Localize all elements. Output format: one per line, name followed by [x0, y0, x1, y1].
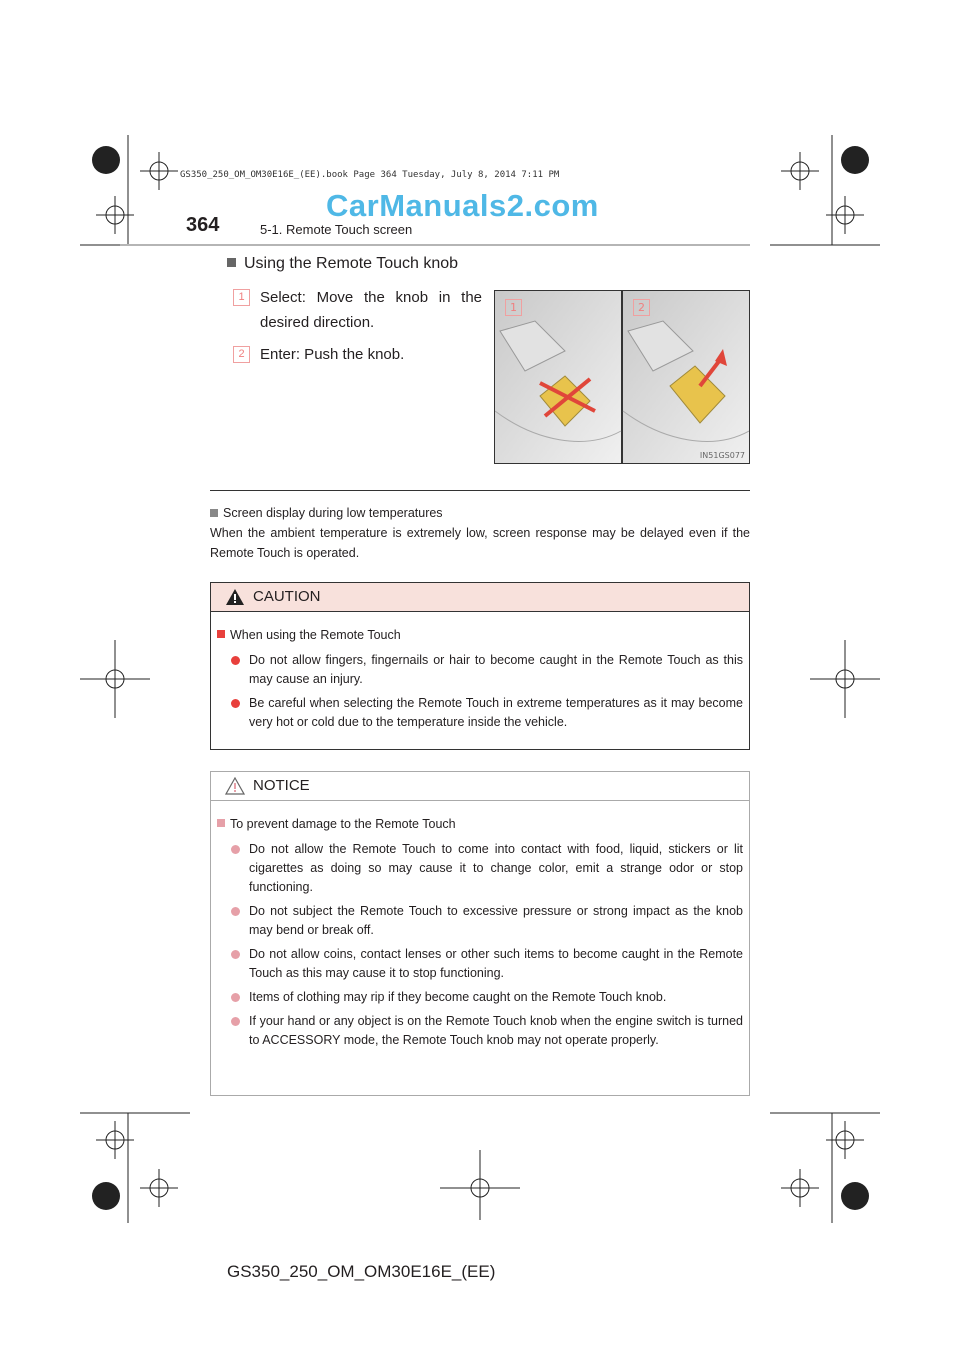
bullet-dot-icon — [231, 845, 240, 854]
note-block — [210, 503, 750, 563]
book-info-line: GS350_250_OM_OM30E16E_(EE).book Page 364 Tuesday, July 8, 2014 7:11 PM — [180, 170, 560, 180]
watermark-text: CarManuals2.com — [326, 188, 599, 223]
footer-doc-code: GS350_250_OM_OM30E16E_(EE) — [227, 1262, 496, 1281]
figure-label-2: 2 — [633, 299, 650, 316]
header-rule — [120, 244, 750, 246]
subheading-square-icon — [217, 819, 225, 827]
step-number-badge: 2 — [233, 346, 250, 363]
warning-triangle-icon — [225, 588, 245, 606]
caution-box — [210, 582, 750, 750]
notice-box — [210, 771, 750, 1096]
heading-square-icon — [227, 258, 236, 267]
note-text: When the ambient temperature is extremely low, screen response may be delayed even if the Remote Touch is operated. — [210, 526, 750, 560]
bullet-dot-icon — [231, 699, 240, 708]
notice-bullet — [217, 945, 743, 983]
bullet-dot-icon — [231, 950, 240, 959]
caution-title: CAUTION — [253, 588, 321, 605]
knob-illustration — [495, 291, 749, 463]
caution-bullet — [217, 651, 743, 689]
step-text: Select: Move the knob in the desired direction. — [260, 289, 482, 331]
notice-subheading — [217, 813, 743, 835]
notice-bullet — [217, 988, 743, 1007]
bullet-dot-icon — [231, 993, 240, 1002]
bullet-text: Items of clothing may rip if they become caught on the Remote Touch knob. — [249, 990, 667, 1004]
bullet-dot-icon — [231, 656, 240, 665]
section-heading — [227, 255, 458, 273]
bullet-text: Do not allow fingers, fingernails or hair to become caught in the Remote Touch as this may cause an injury. — [249, 653, 743, 686]
notice-bullet — [217, 840, 743, 897]
figure-label-1: 1 — [505, 299, 522, 316]
warning-triangle-outline-icon — [225, 777, 245, 795]
caution-subheading-text: When using the Remote Touch — [230, 628, 401, 642]
bullet-dot-icon — [231, 1017, 240, 1026]
note-title-text: Screen display during low temperatures — [223, 506, 443, 520]
step-item — [233, 342, 482, 367]
bullet-text: Be careful when selecting the Remote Touch in extreme temperatures as it may become very hot or cold due to the temperature inside the vehicle. — [249, 696, 743, 729]
caution-subheading — [217, 624, 743, 646]
notice-bullet — [217, 1012, 743, 1050]
notice-title: NOTICE — [253, 777, 310, 794]
note-square-icon — [210, 509, 218, 517]
notice-subheading-text: To prevent damage to the Remote Touch — [230, 817, 456, 831]
caution-bullet — [217, 694, 743, 732]
notice-bullet — [217, 902, 743, 940]
bullet-text: Do not subject the Remote Touch to excessive pressure or strong impact as the knob may bend or break off. — [249, 904, 743, 937]
heading-text: Using the Remote Touch knob — [244, 255, 459, 272]
divider — [210, 490, 750, 491]
note-title — [210, 503, 750, 523]
step-text: Enter: Push the knob. — [260, 346, 405, 363]
caution-header — [211, 583, 749, 612]
remote-touch-figure — [494, 290, 750, 464]
step-number-badge: 1 — [233, 289, 250, 306]
section-title: 5-1. Remote Touch screen — [260, 222, 413, 237]
bullet-text: If your hand or any object is on the Remote Touch knob when the engine switch is turned to ACCESSORY mode, the Remote Touch knob may not operate properly. — [249, 1014, 743, 1047]
bullet-text: Do not allow the Remote Touch to come into contact with food, liquid, stickers or lit cigarettes as doing so may cause it to change color, emit a strange odor or stop functioning. — [249, 842, 743, 894]
bullet-dot-icon — [231, 907, 240, 916]
subheading-square-icon — [217, 630, 225, 638]
step-item — [233, 285, 482, 335]
bullet-text: Do not allow coins, contact lenses or other such items to become caught in the Remote Touch as this may cause it to stop functioning. — [249, 947, 743, 980]
page-number: 364 — [186, 214, 220, 236]
notice-header — [211, 772, 749, 801]
figure-code: IN51GS077 — [699, 451, 745, 460]
